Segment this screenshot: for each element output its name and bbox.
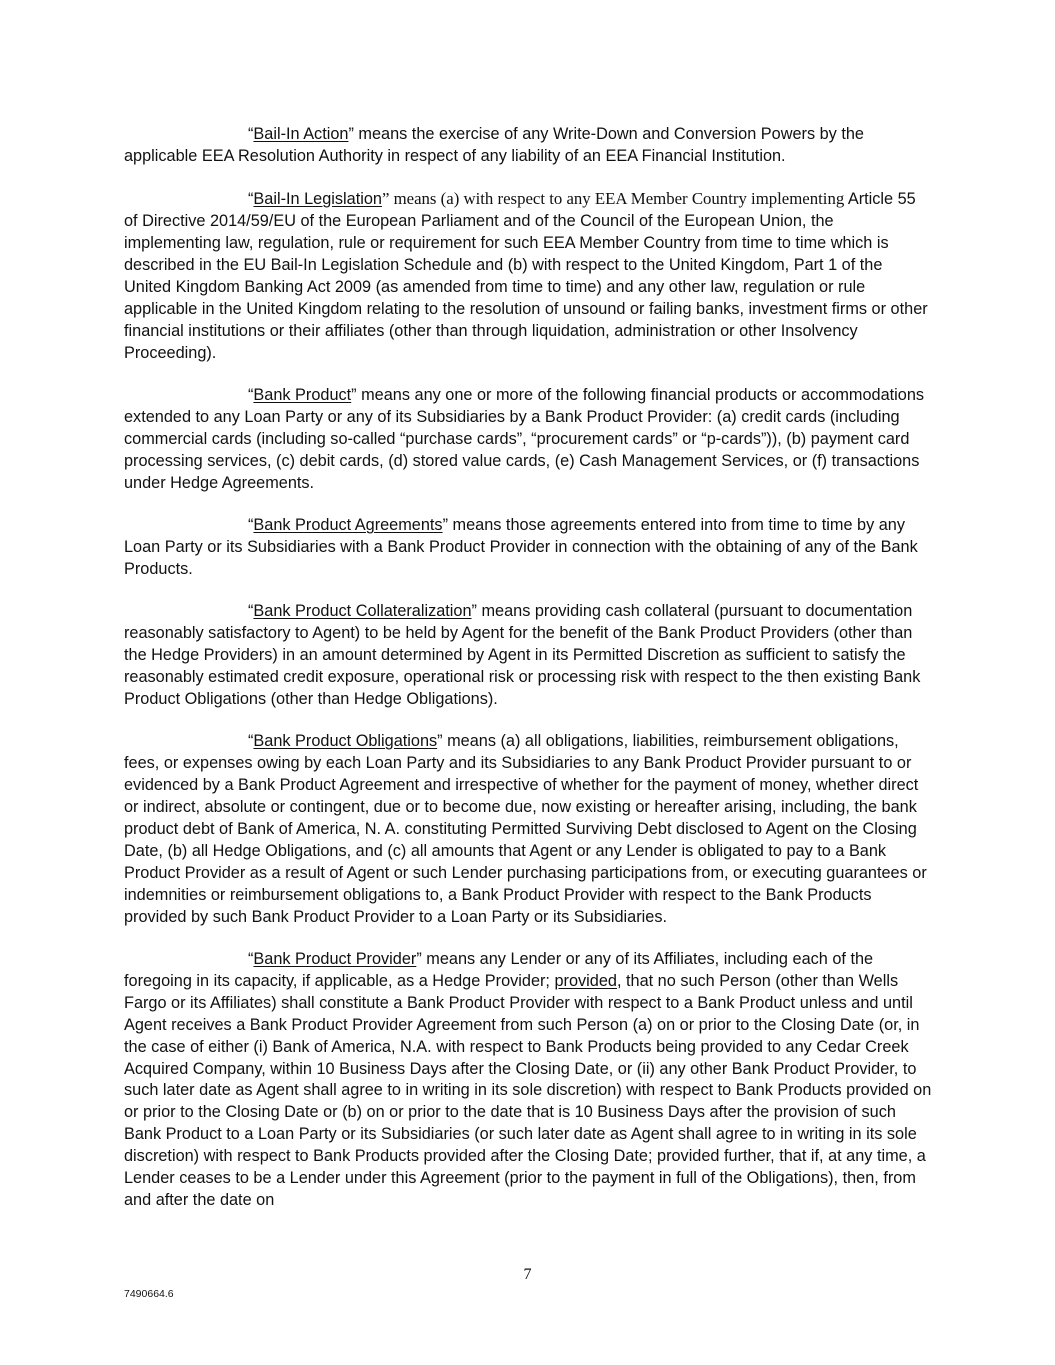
definition-bank-product-agreements — [124, 515, 932, 581]
open-quote: “ — [248, 125, 254, 143]
open-quote: “ — [248, 602, 254, 621]
definition-bank-product-collateralization — [124, 601, 932, 711]
definition-text: ” means (a) all obligations, liabilities, reimbursement obligations, fees, or expenses owing by each Loan Party and its Subsidiaries to any Bank Product Provider pursuant to or evidenced by a Bank Product Agreement and irrespective of whether for the payment of money, whether direct or indirect, absolute or contingent, due or to become due, now existing or hereafter arising, including, the bank product debt of Bank of America, N. A. constituting Permitted Surviving Debt disclosed to Agent on the Closing Date, (b) all Hedge Obligations, and (c) all amounts that Agent or any Lender is obligated to pay to a Bank Product Provider as a result of Agent or such Lender purchasing participations from, or executing guarantees or indemnities or reimbursement obligations to, a Bank Product Provider with respect to the Bank Products provided by such Bank Product Provider to a Loan Party or its Subsidiaries. — [124, 732, 927, 926]
defined-term: Bank Product Agreements — [253, 516, 443, 535]
page-number: 7 — [523, 1266, 532, 1283]
definition-text-continued: , that no such Person (other than Wells Fargo or its Affiliates) shall constitute a Bank Product Provider with respect to a Bank Product unless and until Agent receives a Bank Product Provider Agreement from such Person (a) on or prior to the Closing Date (or, in the case of either (i) Bank of America, N.A. with respect to Bank Products being provided to any Cedar Creek Acquired Company, within 10 Business Days after the Closing Date, or (ii) any other Bank Product Provider, to such later date as Agent shall agree to in writing in its sole discretion) with respect to Bank Products provided on or prior to the Closing Date or (b) on or prior to the date that is 10 Business Days after the provision of such Bank Product to a Loan Party or its Subsidiaries (or such later date as Agent shall agree to in writing in its sole discretion) with respect to Bank Products provided after the Closing Date; provided further, that if, at any time, a Lender ceases to be a Lender under this Agreement (prior to the payment in full of the Obligations), then, from and after the date on — [124, 971, 932, 1209]
definition-bank-product — [124, 385, 932, 495]
open-quote: “ — [248, 516, 254, 535]
open-quote: “ — [248, 190, 254, 209]
definition-text: Article 55 of Directive 2014/59/EU of the European Parliament and of the Council of the European Union, the implementing law, regulation, rule or requirement for such EEA Member Country from time to time which is described in the EU Bail-In Legislation Schedule and (b) with respect to the United Kingdom, Part 1 of the United Kingdom Banking Act 2009 (as amended from time to time) and any other law, regulation or rule applicable in the United Kingdom relating to the resolution of unsound or failing banks, investment firms or other financial institutions or their affiliates (other than through liquidation, administration or other Insolvency Proceeding). — [124, 190, 928, 362]
definition-bank-product-obligations — [124, 731, 932, 928]
definition-bank-product-provider — [124, 949, 932, 1212]
definitions-section — [124, 124, 932, 1232]
open-quote: “ — [248, 950, 254, 968]
definition-text: ” means the exercise of any Write-Down and Conversion Powers by the applicable EEA Resolution Authority in respect of any liability of an EEA Financial Institution. — [124, 125, 864, 165]
provided-keyword: provided — [554, 971, 617, 990]
open-quote: “ — [248, 732, 254, 751]
defined-term: Bail-In Legislation — [253, 190, 382, 209]
defined-term: Bail-In Action — [253, 125, 349, 143]
defined-term: Bank Product Provider — [253, 950, 417, 968]
definition-text: ” means any Lender or any of its Affiliates, including each of the foregoing in its capacity, if applicable, as a Hedge Provider; — [124, 950, 874, 990]
document-id: 7490664.6 — [124, 1288, 174, 1300]
defined-term: Bank Product Obligations — [253, 732, 438, 751]
defined-term: Bank Product — [253, 386, 352, 405]
definition-bail-in-action — [124, 124, 932, 168]
definition-text: ” means those agreements entered into from time to time by any Loan Party or its Subsidiaries with a Bank Product Provider in connection with the obtaining of any of the Bank Products. — [124, 516, 918, 578]
open-quote: “ — [248, 386, 254, 405]
definition-text: ” means providing cash collateral (pursuant to documentation reasonably satisfactory to Agent) to be held by Agent for the benefit of the Bank Product Providers (other than the Hedge Providers) in an amount determined by Agent in its Permitted Discretion as sufficient to satisfy the reasonably estimated credit exposure, operational risk or processing risk with respect to the then existing Bank Product Obligations (other than Hedge Obligations). — [124, 602, 921, 708]
definition-bail-in-legislation — [124, 188, 932, 364]
definition-text: ” means any one or more of the following financial products or accommodations extended to any Loan Party or any of its Subsidiaries by a Bank Product Provider: (a) credit cards (including commercial cards (including so-called “purchase cards”, “procurement cards” or “p-cards”)), (b) payment card processing services, (c) debit cards, (d) stored value cards, (e) Cash Management Services, or (f) transactions under Hedge Agreements. — [124, 386, 925, 492]
definition-text-serif: ” means (a) with respect to any EEA Member Country implementing — [381, 189, 845, 209]
defined-term: Bank Product Collateralization — [253, 602, 472, 621]
